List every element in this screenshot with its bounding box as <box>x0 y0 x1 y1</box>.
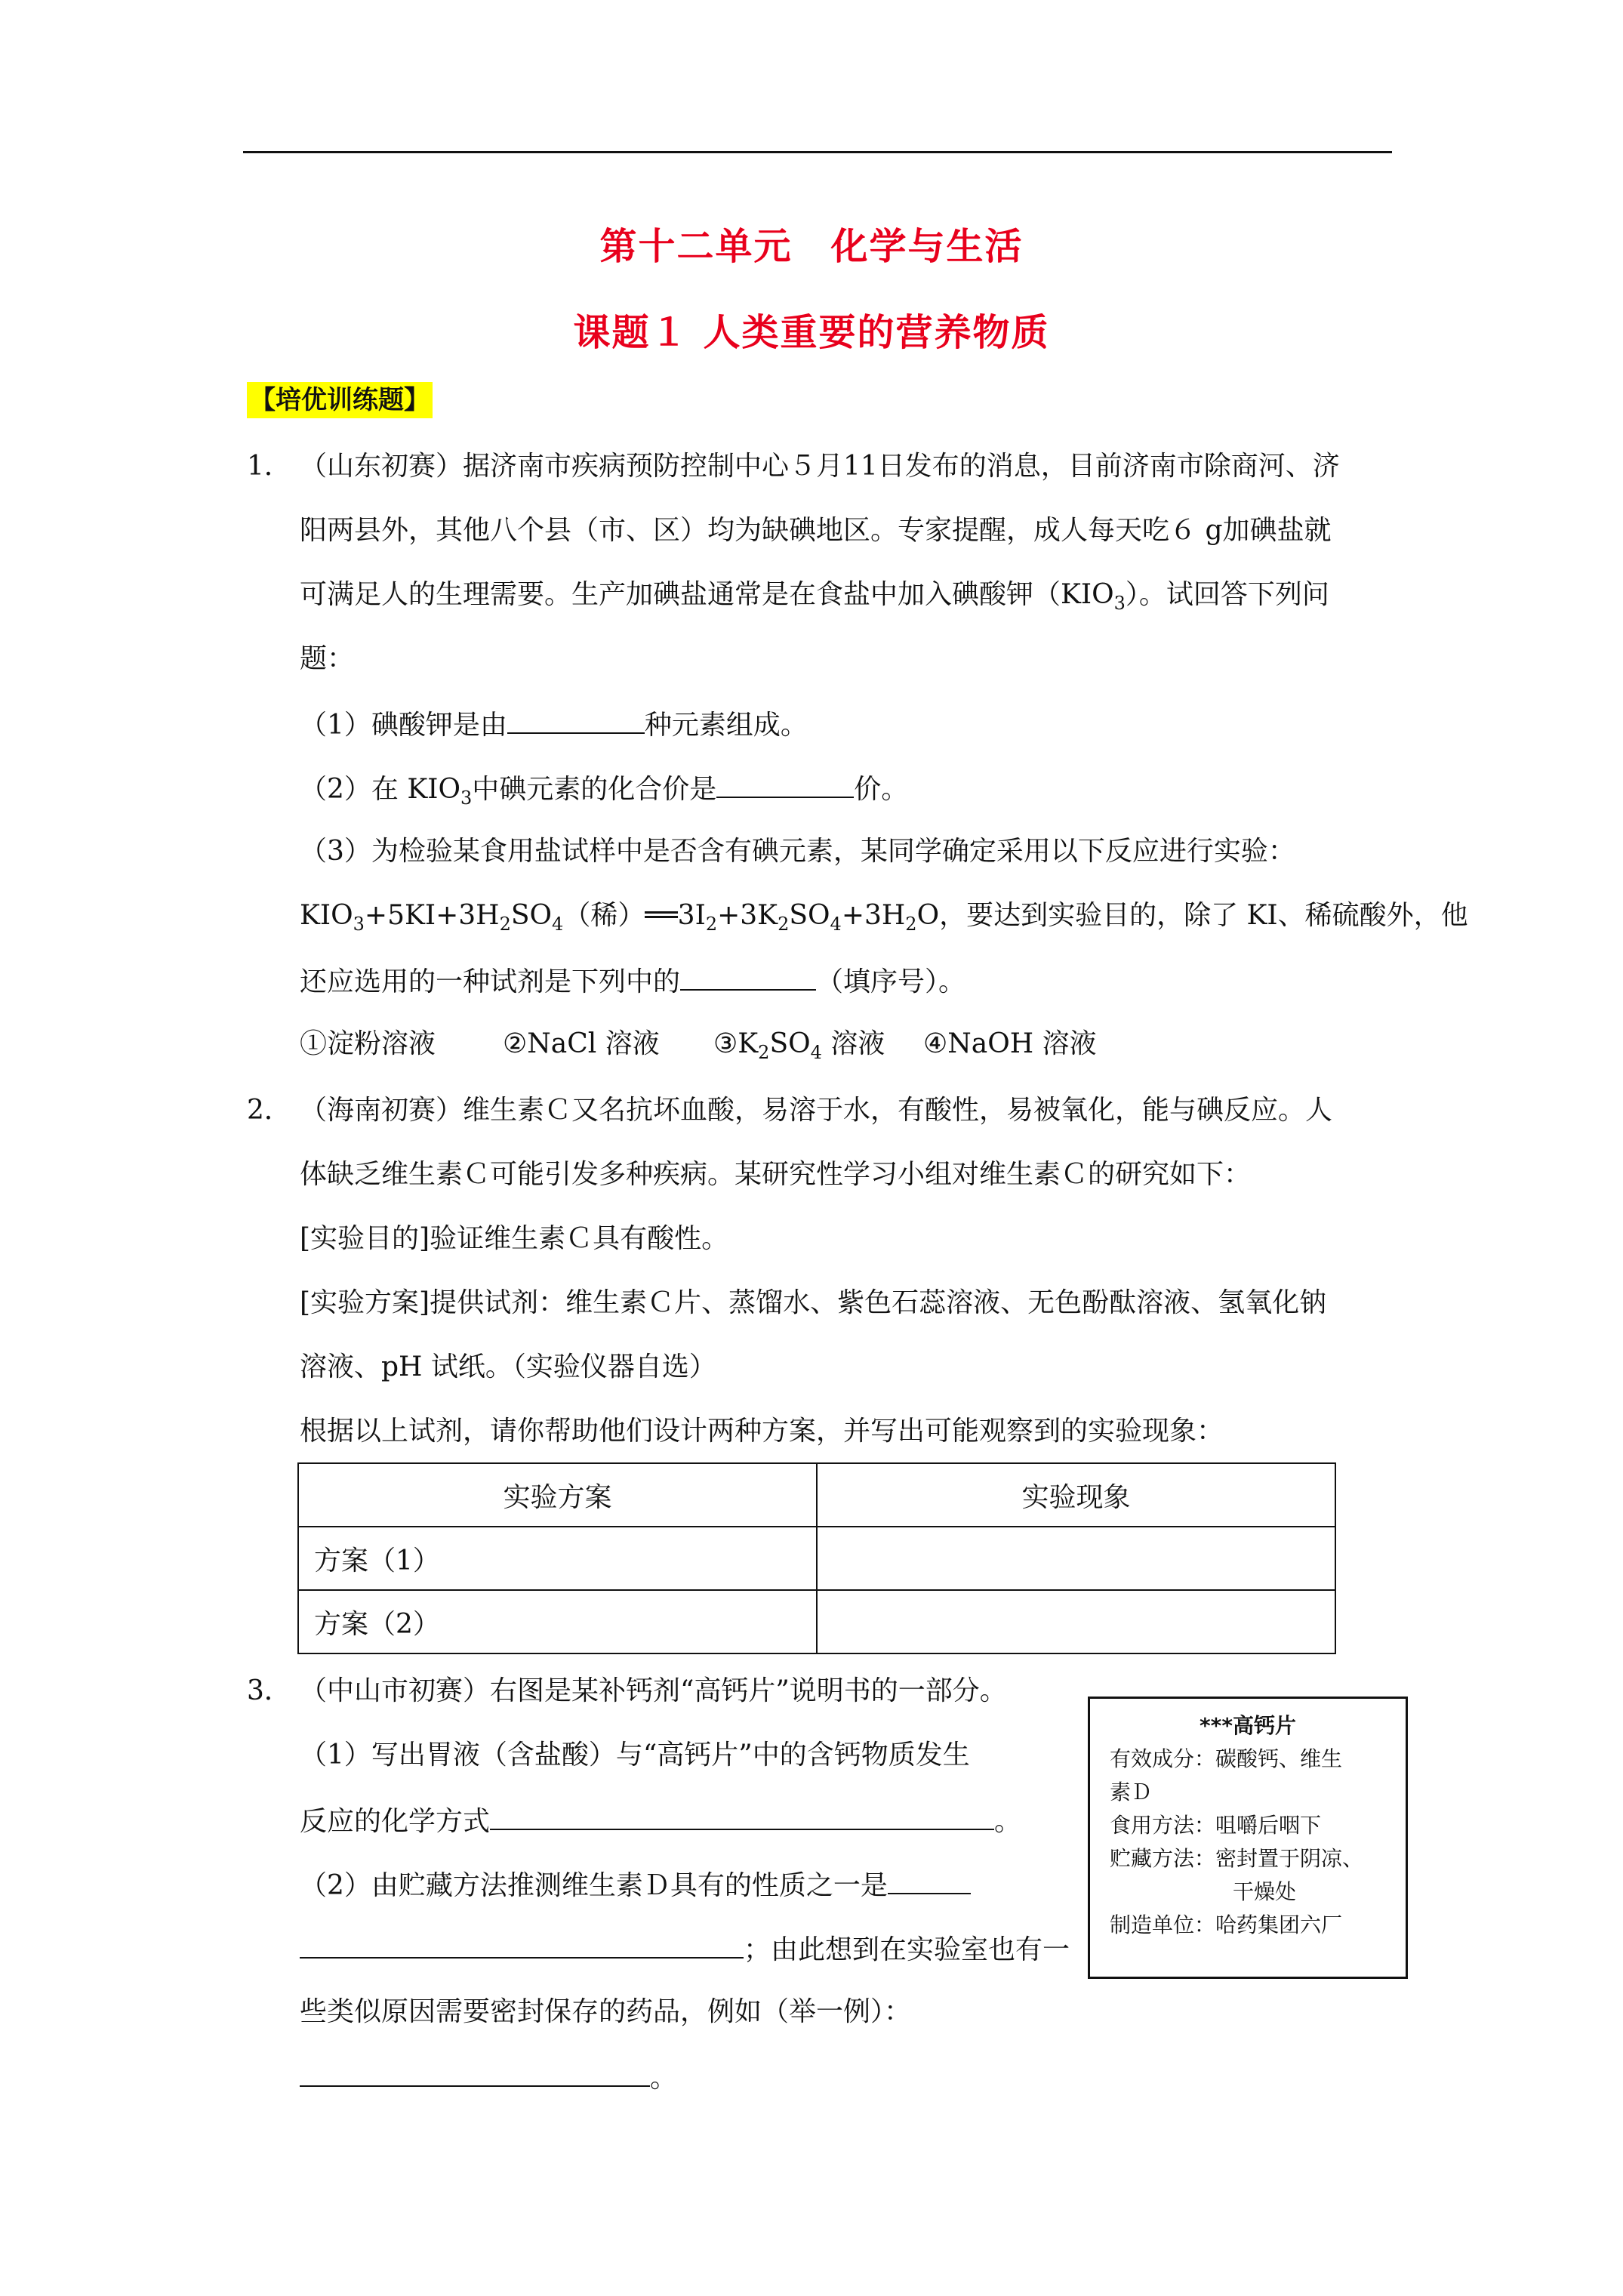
table-cell-plan: 方案（1） <box>298 1527 817 1590</box>
q1-line2: 阳两县外，其他八个县（市、区）均为缺碘地区。专家提醒，成人每天吃６ g加碘盐就 <box>300 515 1332 546</box>
q1-sub2-blank[interactable] <box>716 771 854 798</box>
table-cell-answer[interactable] <box>817 1527 1335 1590</box>
q1-equation: $KIO_3+5KI+3H_2SO_4$（稀）$══3I_2+3K_2SO_4+3H_2O$，要达到实验目的，除了 KI、稀硫酸外，他 <box>300 900 1468 935</box>
q2-line2: 体缺乏维生素Ｃ可能引发多种疾病。某研究性学习小组对维生素Ｃ的研究如下： <box>300 1159 1252 1190</box>
q1-sub3-line3: 还应选用的一种试剂是下列中的 （填序号）。 <box>300 963 965 999</box>
q1-option-2: ②NaCl 溶液 <box>503 1028 660 1059</box>
q3-line2: （1）写出胃液（含盐酸）与“高钙片”中的含钙物质发生 <box>300 1740 970 1771</box>
q1-sub1: （1）碘酸钾是由 种元素组成。 <box>300 707 808 742</box>
label-line: 有效成分：碳酸钙、维生 <box>1110 1746 1343 1771</box>
q3-line6: 些类似原因需要密封保存的药品，例如（举一例）： <box>300 1996 912 2027</box>
label-line: 素Ｄ <box>1110 1780 1153 1804</box>
table-header: 实验现象 <box>817 1463 1335 1527</box>
table-row <box>298 1590 1335 1653</box>
q1-sub3-blank[interactable] <box>680 963 816 991</box>
label-line: 食用方法：咀嚼后咽下 <box>1110 1813 1322 1838</box>
label-title: ***高钙片 <box>1200 1713 1296 1738</box>
q3-line1: （中山市初赛）右图是某补钙剂“高钙片”说明书的一部分。 <box>300 1675 1007 1706</box>
q2-line1: （海南初赛）维生素Ｃ又名抗坏血酸，易溶于水，有酸性，易被氧化，能与碘反应。人 <box>300 1095 1333 1126</box>
q2-line3: [实验目的]验证维生素Ｃ具有酸性。 <box>300 1223 729 1254</box>
q3-line5: ；由此想到在实验室也有一 <box>300 1931 1070 1967</box>
q3-line7: 。 <box>300 2060 677 2095</box>
q2-number: 2． <box>247 1095 291 1126</box>
q1-option-3: $③K_2SO_4$ 溶液 <box>713 1028 885 1064</box>
q1-line3: 可满足人的生理需要。生产加碘盐通常是在食盐中加入碘酸钾$(KIO_3)$。试回答下列问 <box>300 579 1329 615</box>
q3-line4-blank[interactable] <box>888 1867 971 1894</box>
product-label-box <box>1088 1697 1408 1979</box>
label-line: 制造单位：哈药集团六厂 <box>1110 1912 1343 1937</box>
q1-option-4: ④NaOH 溶液 <box>923 1028 1097 1059</box>
lesson-title: 课题１ 人类重要的营养物质 <box>573 311 1050 354</box>
q3-line5-blank[interactable] <box>300 1931 744 1959</box>
table-header: 实验方案 <box>298 1463 817 1527</box>
table-cell-answer[interactable] <box>817 1590 1335 1653</box>
table-row <box>298 1527 1335 1590</box>
unit-title: 第十二单元 化学与生活 <box>599 225 1024 268</box>
q2-line6: 根据以上试剂，请你帮助他们设计两种方案，并写出可能观察到的实验现象： <box>300 1416 1224 1447</box>
q1-sub1-blank[interactable] <box>507 707 645 734</box>
q1-option-1: ①淀粉溶液 <box>300 1028 436 1059</box>
q3-line3: 反应的化学方式 。 <box>300 1803 1021 1838</box>
q3-number: 3． <box>247 1675 291 1706</box>
q3-line4: （2）由贮藏方法推测维生素Ｄ具有的性质之一是 <box>300 1867 971 1903</box>
q2-line4: [实验方案]提供试剂：维生素Ｃ片、蒸馏水、紫色石蕊溶液、无色酚酞溶液、氢氧化钠 <box>300 1287 1327 1318</box>
header-rule <box>243 151 1392 153</box>
q1-line1: （山东初赛）据济南市疾病预防控制中心５月11日发布的消息，目前济南市除商河、济 <box>300 451 1340 482</box>
table-cell-plan: 方案（2） <box>298 1590 817 1653</box>
label-line: 贮藏方法：密封置于阴凉、 <box>1110 1846 1364 1871</box>
label-line: 干燥处 <box>1233 1879 1297 1904</box>
q2-line5: 溶液、pH 试纸。（实验仪器自选） <box>300 1351 716 1382</box>
q3-line7-blank[interactable] <box>300 2060 650 2087</box>
q3-line3-blank[interactable] <box>490 1803 994 1830</box>
q1-sub3-line1: （3）为检验某食用盐试样中是否含有碘元素，某同学确定采用以下反应进行实验： <box>300 836 1295 867</box>
experiment-table <box>297 1462 1336 1654</box>
q1-line4: 题： <box>300 643 355 674</box>
section-badge: 【培优训练题】 <box>247 382 433 418</box>
q1-sub2: （2）在 $KIO_3$中碘元素的化合价是 价。 <box>300 771 908 806</box>
q1-number: 1． <box>247 451 291 482</box>
